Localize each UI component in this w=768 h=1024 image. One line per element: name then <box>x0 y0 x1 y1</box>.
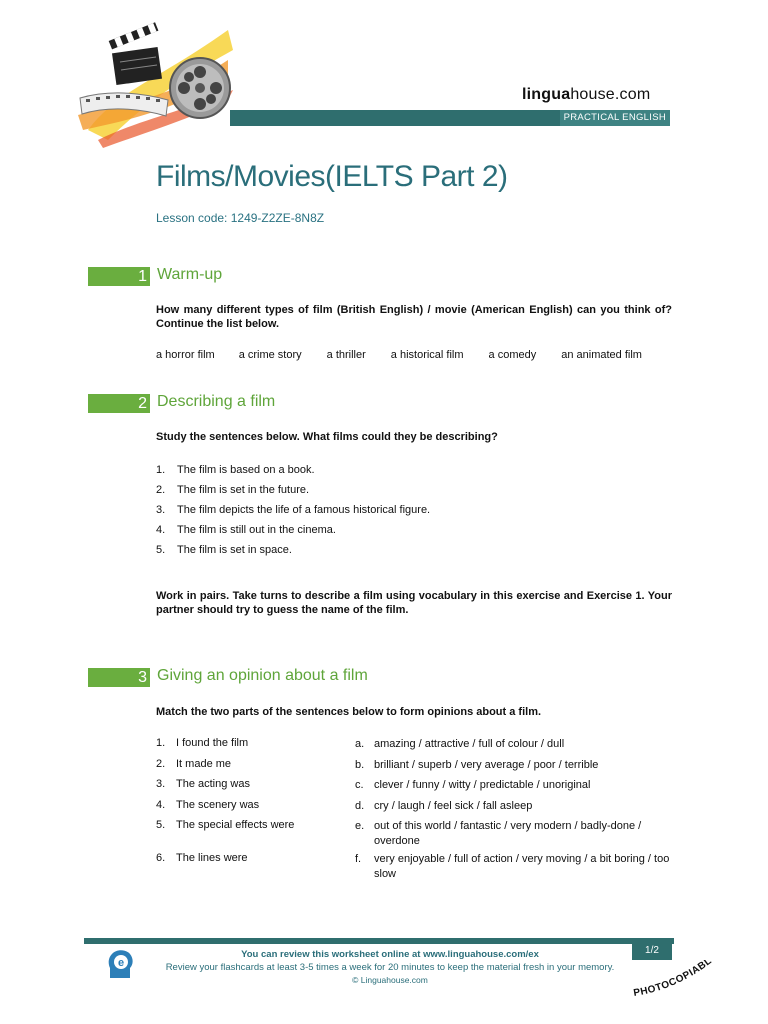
film-type: an animated film <box>561 349 642 361</box>
footer-review-online: You can review this worksheet online at www.linguahouse.com/ex <box>241 949 539 960</box>
svg-text:e: e <box>117 957 125 969</box>
section-2-number: 2 <box>88 394 150 413</box>
film-clapperboard-icon <box>109 22 162 85</box>
match-left-item: 1. I found the film <box>156 737 249 749</box>
photocopiable-label: PHOTOCOPIABL <box>632 960 715 999</box>
film-types-list <box>156 349 642 361</box>
film-logo-art <box>78 20 238 150</box>
film-type: a thriller <box>326 349 366 361</box>
match-left-item: 6. The lines were <box>156 852 248 864</box>
footer-copyright: © Linguahouse.com <box>352 975 428 985</box>
film-type: a comedy <box>488 349 537 361</box>
match-right-item: a. amazing / attractive / full of colour / dull <box>355 738 565 750</box>
brand-logo: linguahouse.com <box>522 86 651 103</box>
pair-work-instruction: Work in pairs. Take turns to describe a film using vocabulary in this exercise and Exercise 1. Your partner should try to guess the name of the film. <box>156 590 672 616</box>
film-type: a historical film <box>390 349 464 361</box>
list-item: 4. The film is still out in the cinema. <box>156 524 336 536</box>
section-3-instruction: Match the two parts of the sentences below to form opinions about a film. <box>156 706 542 718</box>
match-right-item: b. brilliant / superb / very average / poor / terrible <box>355 759 599 771</box>
film-type: a horror film <box>156 349 215 361</box>
film-type: a crime story <box>238 349 302 361</box>
section-1-instruction: How many different types of film (British English) / movie (American English) can you think of? Continue the list below. <box>156 304 672 330</box>
section-2-title: Describing a film <box>157 393 276 410</box>
lesson-code: Lesson code: 1249-Z2ZE-8N8Z <box>156 211 325 225</box>
section-3-title: Giving an opinion about a film <box>157 667 368 684</box>
photocopiable-stamp <box>626 960 726 1000</box>
match-right-item: d. cry / laugh / feel sick / fall asleep <box>355 800 533 812</box>
match-right-item: f. very enjoyable / full of action / very moving / a bit boring / too slow <box>355 853 670 880</box>
match-left-item: 4. The scenery was <box>156 799 260 811</box>
list-item: 3. The film depicts the life of a famous historical figure. <box>156 504 431 516</box>
footer-bar <box>84 938 674 944</box>
header-tagline: PRACTICAL ENGLISH <box>563 112 666 123</box>
match-right-item: c. clever / funny / witty / predictable / unoriginal <box>355 779 591 791</box>
list-item: 1. The film is based on a book. <box>156 464 315 476</box>
list-item: 5. The film is set in space. <box>156 544 292 556</box>
page-number: 1/2 <box>632 942 672 960</box>
section-3-number: 3 <box>88 668 150 687</box>
match-left-item: 2. It made me <box>156 758 232 770</box>
match-left-item: 3. The acting was <box>156 778 250 790</box>
section-2-instruction: Study the sentences below. What films could they be describing? <box>156 431 498 443</box>
section-1-number: 1 <box>88 267 150 286</box>
linguahouse-head-icon <box>106 948 136 982</box>
page-title: Films/Movies(IELTS Part 2) <box>156 160 508 193</box>
footer-flashcards-note: Review your flashcards at least 3-5 times a week for 20 minutes to keep the material fresh in your memory. <box>165 962 615 973</box>
match-left-item: 5. The special effects were <box>156 819 295 831</box>
film-reel-icon <box>170 58 230 118</box>
svg-text:PHOTOCOPIABLE <box>626 960 714 999</box>
list-item: 2. The film is set in the future. <box>156 484 310 496</box>
section-1-title: Warm-up <box>157 266 223 283</box>
match-right-item: e. out of this world / fantastic / very modern / badly-done / overdone <box>355 820 642 847</box>
